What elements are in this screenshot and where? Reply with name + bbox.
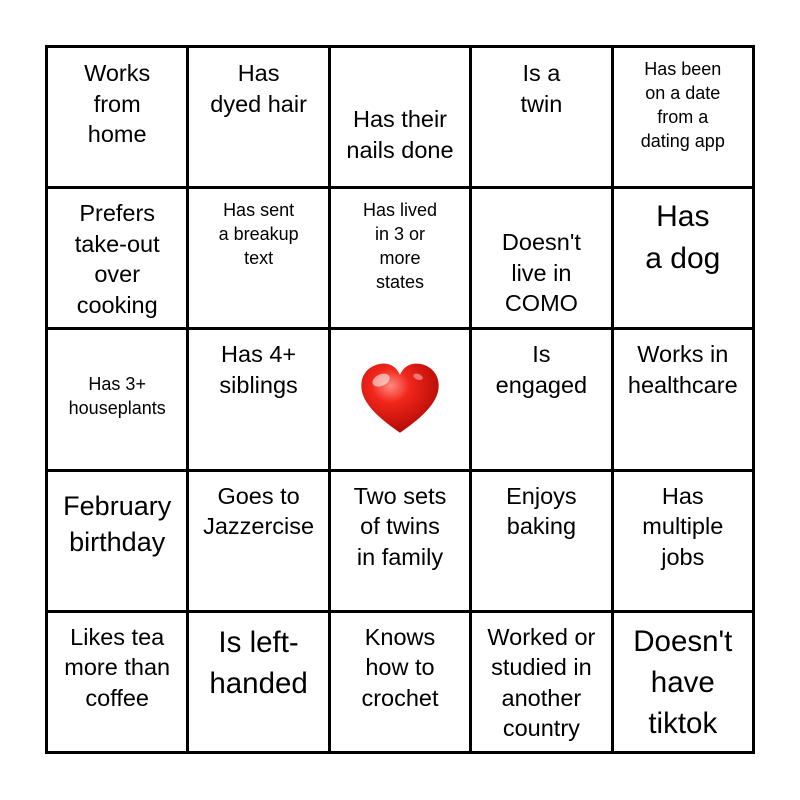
square-label: Has 4+ siblings — [219, 341, 298, 398]
square-label: Doesn't live in COMO — [501, 229, 581, 317]
bingo-square-r4c3[interactable] — [331, 472, 469, 610]
square-label: Two sets of twins in family — [353, 482, 447, 570]
bingo-square-r3c1[interactable] — [48, 330, 186, 468]
square-label: Has their nails done — [346, 106, 454, 163]
bingo-square-r5c2[interactable] — [189, 613, 327, 751]
bingo-square-r2c2[interactable] — [189, 189, 327, 327]
square-label: Prefers take-out over cooking — [74, 200, 160, 318]
square-label: Has multiple jobs — [642, 482, 724, 570]
bingo-square-r2c4[interactable] — [472, 189, 610, 327]
bingo-square-r5c1[interactable] — [48, 613, 186, 751]
bingo-square-r1c1[interactable] — [48, 48, 186, 186]
square-label: Is engaged — [495, 341, 588, 398]
bingo-square-r1c4[interactable] — [472, 48, 610, 186]
square-label: Goes to Jazzercise — [203, 482, 315, 540]
square-label: Works from home — [84, 60, 151, 147]
square-label: Works in healthcare — [627, 341, 738, 398]
square-label: Has 3+ houseplants — [68, 374, 166, 419]
heart-icon — [358, 362, 442, 436]
bingo-square-r1c5[interactable] — [614, 48, 752, 186]
bingo-square-r5c4[interactable] — [472, 613, 610, 751]
square-label: Has been on a date from a dating app — [640, 59, 725, 151]
bingo-square-r2c1[interactable] — [48, 189, 186, 327]
bingo-square-r2c5[interactable] — [614, 189, 752, 327]
bingo-square-r3c4[interactable] — [472, 330, 610, 468]
square-label: Knows how to crochet — [361, 623, 439, 711]
bingo-square-r5c5[interactable] — [614, 613, 752, 751]
square-label: February birthday — [63, 490, 172, 557]
free-space[interactable] — [331, 330, 469, 468]
square-label: Enjoys baking — [506, 482, 577, 540]
bingo-square-r4c5[interactable] — [614, 472, 752, 610]
bingo-square-r1c2[interactable] — [189, 48, 327, 186]
square-label: Has sent a breakup text — [218, 200, 299, 269]
bingo-square-r3c2[interactable] — [189, 330, 327, 468]
bingo-square-r4c2[interactable] — [189, 472, 327, 610]
square-label: Doesn't have tiktok — [633, 624, 733, 740]
bingo-square-r3c5[interactable] — [614, 330, 752, 468]
square-label: Is left- handed — [209, 625, 308, 700]
bingo-square-r2c3[interactable] — [331, 189, 469, 327]
square-label: Has lived in 3 or more states — [362, 200, 437, 293]
bingo-square-r4c4[interactable] — [472, 472, 610, 610]
square-label: Has dyed hair — [210, 60, 307, 117]
square-label: Likes tea more than coffee — [64, 623, 171, 711]
bingo-card — [45, 45, 755, 754]
square-label: Has a dog — [645, 200, 721, 276]
square-label: Worked or studied in another country — [487, 623, 596, 742]
bingo-square-r4c1[interactable] — [48, 472, 186, 610]
bingo-square-r5c3[interactable] — [331, 613, 469, 751]
square-label: Is a twin — [520, 60, 563, 117]
bingo-square-r1c3[interactable] — [331, 48, 469, 186]
